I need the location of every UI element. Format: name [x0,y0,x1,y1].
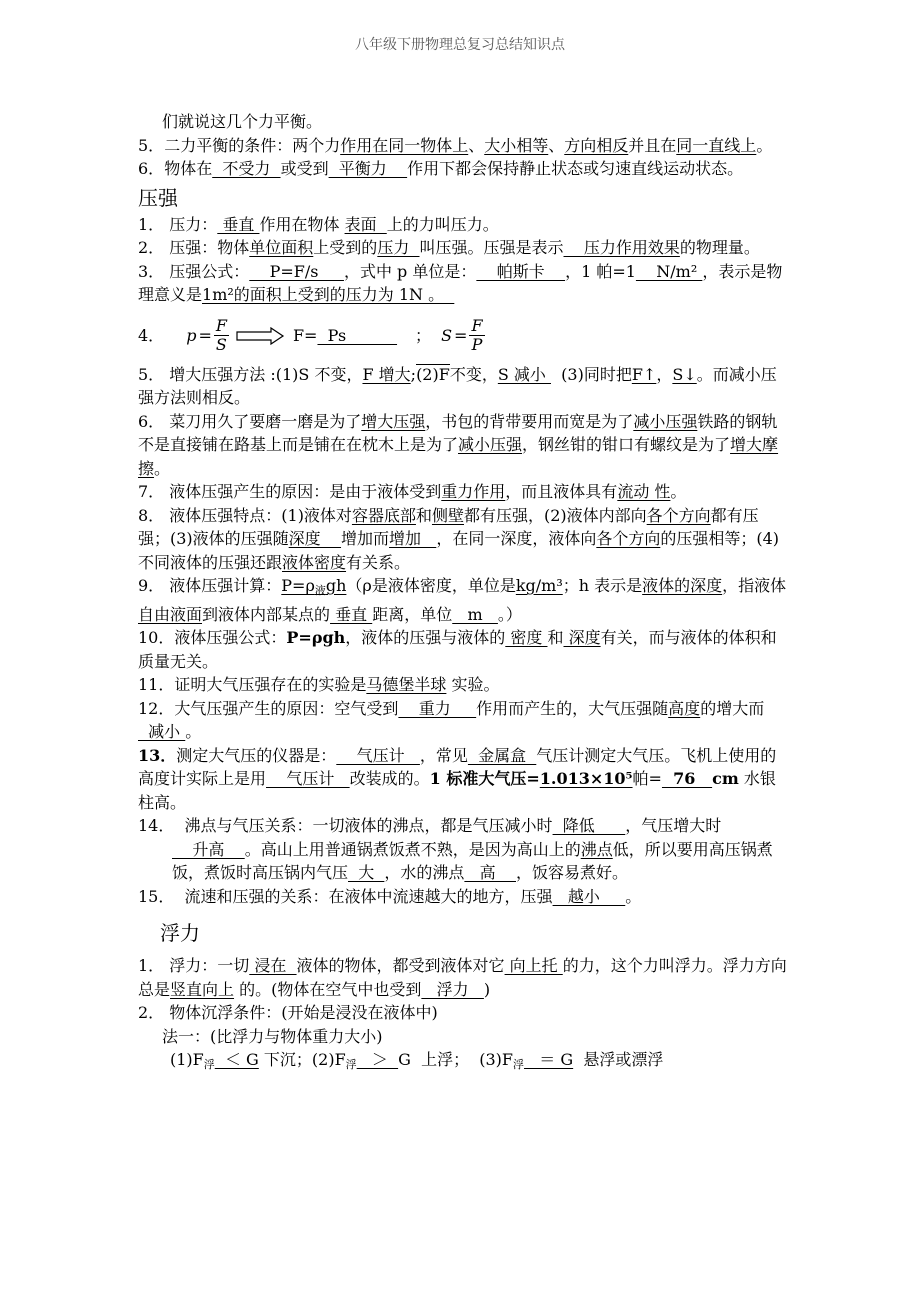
blank: 方向相反 [564,135,629,155]
item-pressure-12: 12．大气压强产生的原因：空气受到 重力 作用而产生的，大气压强随高度的增大而 减小 。 [138,698,765,741]
line-continuation: 们就说这几个力平衡。 [162,112,323,131]
item-pressure-4-formula: 4． p = $\frac{F}{S}$ F= Ps ； S = $\frac{F}{P}$ [138,316,483,354]
item-pressure-5: 5． 增大压强方法 :(1)S 不变，F 增大;(2)F不变，S 减小 (3)同时把F↑，S↓。而减小压强方法则相反。 [138,364,777,407]
item-pressure-9: 9． 液体压强计算：$P=\rho_液gh(\rho$是液体密度，单位是kg/m³；h 表示是液体的深度，指液体自由液面到液体内部某点的 垂直 距离，单位 m 。） [138,576,787,624]
item-pressure-3: 3． 压强公式： P=F/s ，式中 p 单位是： 帕斯卡 ，1 帕=1 N/m² ，表示是物理意义是1m²的面积上受到的压力为 1N 。 [138,261,783,304]
implies-arrow-icon [235,327,285,345]
item-pressure-13: 13．测定大气压的仪器是： 气压计 ，常见 金属盒 气压计测定大气压。飞机上使用的高度计实际上是用 气压计 改装成的。1 标准大气压=1.013×10⁵帕= 76 cm 水银柱高。 [138,745,777,812]
item-pressure-10: 10．液体压强公式：P=ρgh，液体的压强与液体的 密度 和 深度有关，而与液体的体积和质量无关。 [138,628,777,671]
item-force-6: 6．物体在 不受力 或受到 平衡力 作用下都会保持静止状态或匀速直线运动状态。 [138,159,744,178]
document-body [138,110,788,1077]
page-header: 八年级下册物理总复习总结知识点 [355,37,565,53]
item-pressure-6: 6． 菜刀用久了要磨一磨是为了增大压强，书包的背带要用而宽是为了减小压强铁路的钢轨不是直接铺在路基上而是铺在在枕木上是为了减小压强，钢丝钳的钳口有螺纹是为了增大摩擦。 [138,411,779,478]
sink-float-conditions: $(1)F_浮 < G$ 下沉；$(2)F_浮 > G$ 上浮； $(3)F_浮 = G$ 悬浮或漂浮 [170,1050,664,1071]
item-pressure-8: 8． 液体压强特点：(1)液体对容器底部和侧壁都有压强，(2)液体内部向各个方向都有压强；(3)液体的压强随深度 增加而增加 ，在同一深度，液体向各个方向的压强相等；(4)不同液体的压强还跟液体密度有关系。 [138,505,780,572]
item-pressure-7: 7． 液体压强产生的原因：是由于液体受到重力作用，而且液体具有流动 性。 [138,482,687,501]
item-pressure-2: 2． 压强：物体单位面积上受到的压力 叫压强。压强是表示 压力作用效果的物理量。 [138,238,760,257]
item-pressure-14: 14． 沸点与气压关系：一切液体的沸点，都是气压减小时 降低 ，气压增大时 升高 。高山上用普通锅煮饭煮不熟，是因为高山上的沸点低，所以要用高压锅煮饭，煮饭时高压锅内气压 大 ，水的沸点 高 ，饭容易煮好。 [138,816,773,882]
fraction-f-over-p: $\frac{F}{P}$ [471,316,483,354]
method-one: 法一：(比浮力与物体重力大小) [162,1026,383,1046]
item-buoyancy-1: 1． 浮力：一切 浸在 液体的物体，都受到液体对它 向上托 的力，这个力叫浮力。浮力方向总是竖直向上 的。(物体在空气中也受到 浮力 ) [138,956,787,999]
item-force-5: 5．二力平衡的条件：两个力作用在同一物体上、大小相等、方向相反并且在同一直线上。 [138,135,773,155]
blank: 同一直线上 [676,135,757,155]
blank: 不受力 [212,159,281,178]
blank: 平衡力 [328,159,408,178]
blank: 作用在同一物体上 [340,135,469,155]
section-heading-pressure: 压强 [138,185,178,210]
blank: 大小相等 [484,135,549,155]
section-heading-buoyancy: 浮力 [160,921,200,945]
fraction-f-over-s: $\frac{F}{S}$ [215,316,227,354]
item-buoyancy-2: 2． 物体沉浮条件：(开始是浸没在液体中) [138,1003,438,1022]
item-pressure-15: 15． 流速和压强的关系：在液体中流速越大的地方，压强 越小 。 [138,886,642,906]
item-pressure-11: 11．证明大气压强存在的实验是马德堡半球 实验。 [138,675,500,694]
item-pressure-1: 1． 压力： 垂直 作用在物体 表面 上的力叫压力。 [138,214,499,234]
